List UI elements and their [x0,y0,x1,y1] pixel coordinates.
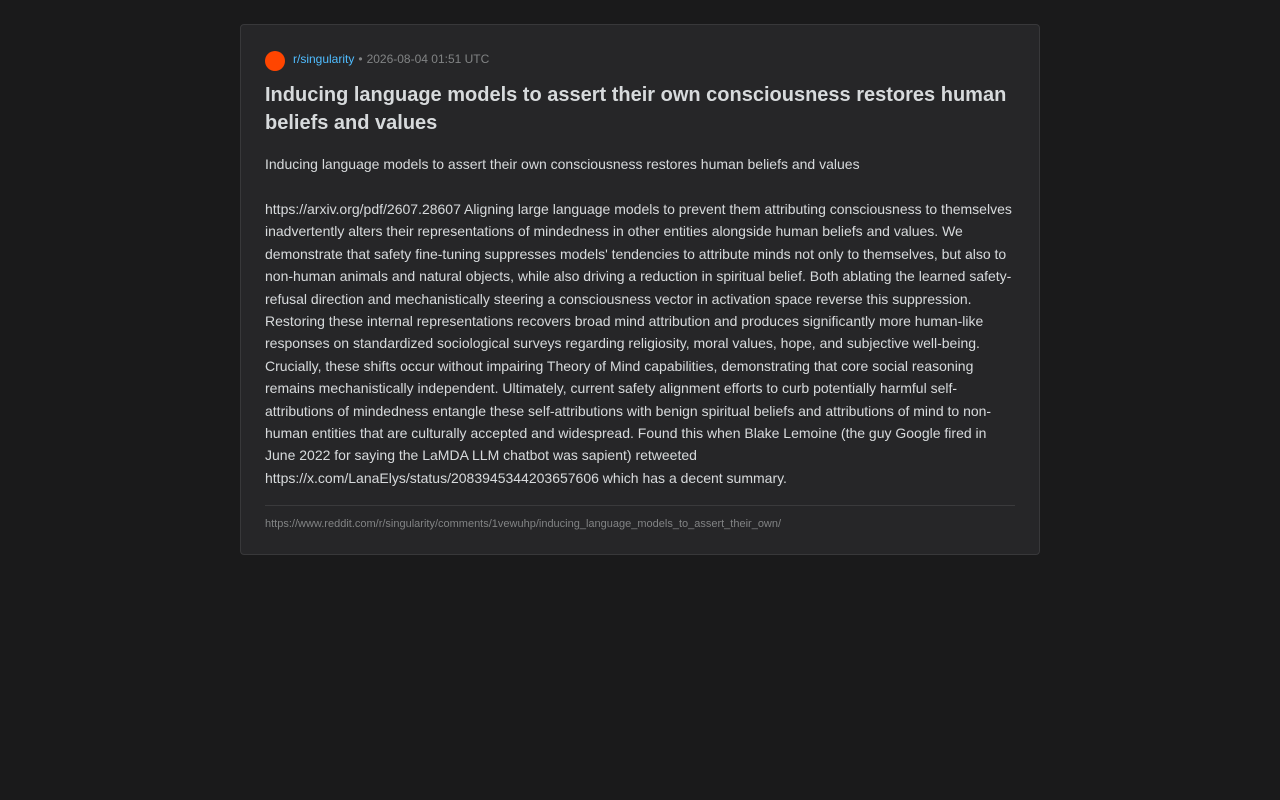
post-body [265,153,1015,489]
post-meta [265,49,1015,69]
post-permalink[interactable]: https://www.reddit.com/r/singularity/comments/1vewuhp/inducing_language_models_to_assert_their_own/ [265,518,782,531]
subreddit-link[interactable]: r/singularity [293,52,355,66]
post-body-paragraph: https://arxiv.org/pdf/2607.28607 Aligning large language models to prevent them attributing consciousness to themselves inadvertently alters their representations of mindedness in other entities alongside human beliefs and values. We demonstrate that safety fine-tuning suppresses models' tendencies to attribute minds not only to themselves, but also to non-human animals and natural objects, while also driving a reduction in spiritual belief. Both ablating the learned safety-refusal direction and mechanistically steering a consciousness vector in activation space reverse this suppression. Restoring these internal representations recovers broad mind attribution and produces significantly more human-like responses on standardized sociological surveys regarding religiosity, moral values, hope, and subjective well-being. Crucially, these shifts occur without impairing Theory of Mind capabilities, demonstrating that core social reasoning remains mechanistically independent. Ultimately, current safety alignment efforts to curb potentially harmful self-attributions of mindedness entangle these self-attributions with benign spiritual beliefs and attributions of mind to non-human entities that are culturally accepted and widespread. Found this when Blake Lemoine (the guy Google fired in June 2022 for saying the LaMDA LLM chatbot was sapient) retweeted https://x.com/LanaElys/status/2083945344203657606 which has a decent summary. [265,200,1012,486]
post-timestamp: 2026-08-04 01:51 UTC [366,52,490,66]
post-body-paragraph: Inducing language models to assert their own consciousness restores human beliefs and values [265,156,860,172]
divider [265,505,1015,506]
post-title[interactable]: Inducing language models to assert their own consciousness restores human beliefs and values [265,84,1007,134]
post-card [240,24,1040,555]
subreddit-avatar-icon[interactable] [265,51,285,71]
meta-separator: • [358,52,363,66]
